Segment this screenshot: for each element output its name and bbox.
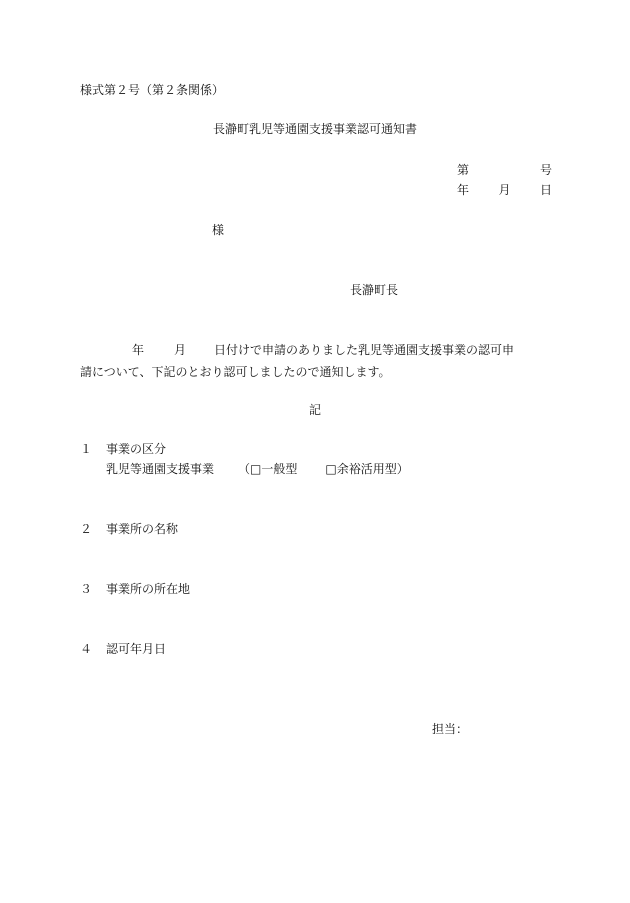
contact-person-label: 担当： — [432, 722, 469, 736]
item-3 — [80, 581, 190, 597]
body-line1-rest: 日付けで申請のありました乳児等通園支援事業の認可申 — [214, 343, 515, 357]
item-1 — [80, 441, 166, 457]
number-go: 号 — [539, 163, 552, 177]
item-4-label: 認可年月日 — [106, 642, 167, 656]
option-surplus: □余裕活用型 — [325, 462, 397, 476]
date-year: 年 — [457, 183, 470, 197]
issuer-name: 長瀞町長 — [350, 283, 399, 297]
body-text-line-2: 請について、下記のとおり認可しましたので通知します。 — [80, 365, 391, 379]
ki-heading: 記 — [308, 403, 321, 417]
date-day: 日 — [539, 183, 552, 197]
item-2-number: ２ — [80, 522, 93, 536]
body-text-line-1 — [80, 342, 550, 358]
item-4 — [80, 641, 166, 657]
item-1-label: 事業の区分 — [106, 442, 167, 456]
addressee-honorific: 様 — [212, 223, 225, 237]
paren-open: （ — [238, 462, 251, 476]
document-title: 長瀞町乳児等通園支援事業認可通知書 — [212, 122, 417, 136]
item-2-label: 事業所の名称 — [106, 522, 179, 536]
document-date — [457, 182, 552, 198]
item-1-number: １ — [80, 442, 93, 456]
item-4-number: ４ — [80, 642, 93, 656]
form-number-label: 様式第２号（第２条関係） — [80, 83, 225, 97]
item-3-number: ３ — [80, 582, 93, 596]
body-year: 年 — [132, 343, 145, 357]
option-general: □一般型 — [250, 462, 298, 476]
item-3-label: 事業所の所在地 — [106, 582, 191, 596]
item-1-detail — [106, 461, 409, 477]
document-number — [457, 162, 552, 178]
item-2 — [80, 521, 178, 537]
number-dai: 第 — [457, 163, 470, 177]
paren-close: ） — [396, 462, 409, 476]
date-month: 月 — [498, 183, 511, 197]
body-month: 月 — [174, 343, 187, 357]
business-name: 乳児等通園支援事業 — [106, 462, 215, 476]
